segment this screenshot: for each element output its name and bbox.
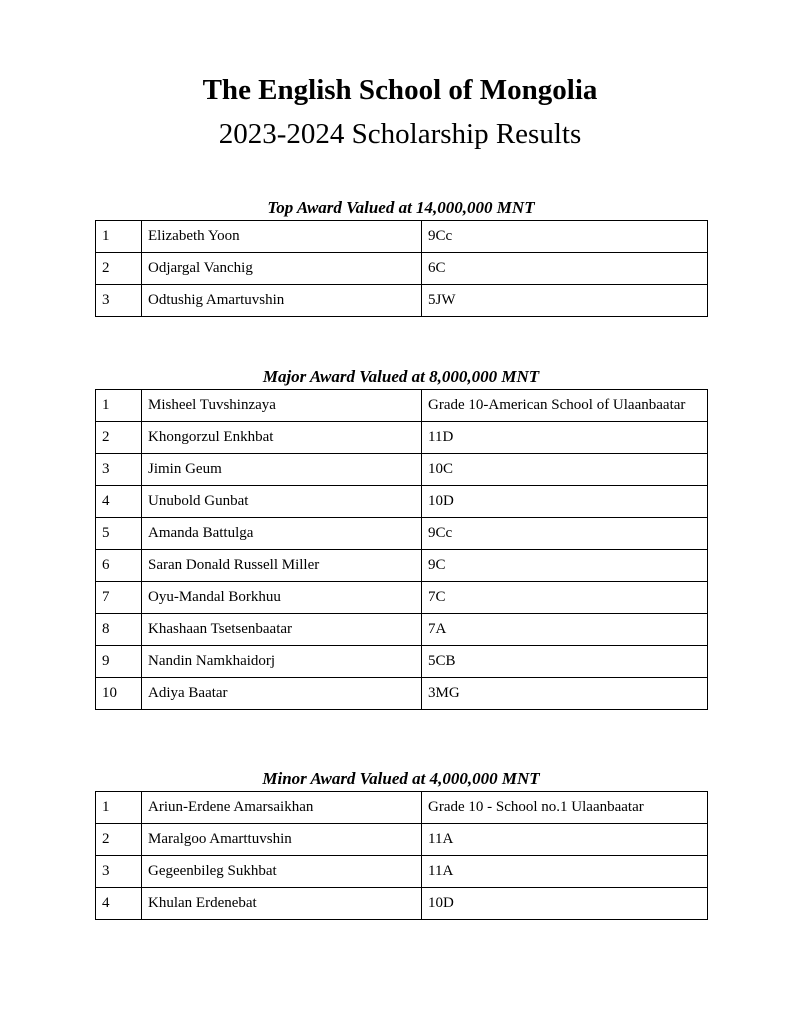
name-cell: Oyu-Mandal Borkhuu	[142, 582, 422, 614]
name-cell: Unubold Gunbat	[142, 486, 422, 518]
page-title: The English School of Mongolia	[202, 74, 598, 106]
class-cell: 11A	[422, 856, 708, 888]
class-cell: 6C	[422, 253, 708, 285]
name-cell: Jimin Geum	[142, 454, 422, 486]
table-row	[96, 678, 708, 710]
rank-cell: 4	[96, 486, 142, 518]
name-cell: Odtushig Amartuvshin	[142, 285, 422, 317]
name-cell: Elizabeth Yoon	[142, 221, 422, 253]
class-cell: 5JW	[422, 285, 708, 317]
minor-award-table	[95, 791, 708, 920]
rank-cell: 3	[96, 454, 142, 486]
table-row	[96, 856, 708, 888]
rank-cell: 3	[96, 285, 142, 317]
table-row	[96, 486, 708, 518]
section-heading: Top Award Valued at 14,000,000 MNT	[267, 198, 535, 217]
rank-cell: 10	[96, 678, 142, 710]
table-row	[96, 888, 708, 920]
class-cell: Grade 10-American School of Ulaanbaatar	[422, 390, 708, 422]
class-cell: 9Cc	[422, 518, 708, 550]
table-row	[96, 390, 708, 422]
name-cell: Odjargal Vanchig	[142, 253, 422, 285]
top-award-table	[95, 220, 708, 317]
page-subtitle: 2023-2024 Scholarship Results	[218, 118, 582, 150]
section-heading: Minor Award Valued at 4,000,000 MNT	[262, 769, 540, 788]
table-row	[96, 518, 708, 550]
name-cell: Ariun-Erdene Amarsaikhan	[142, 792, 422, 824]
class-cell: 10D	[422, 486, 708, 518]
rank-cell: 2	[96, 824, 142, 856]
table-row	[96, 792, 708, 824]
name-cell: Maralgoo Amarttuvshin	[142, 824, 422, 856]
rank-cell: 4	[96, 888, 142, 920]
table-row	[96, 550, 708, 582]
table-row	[96, 454, 708, 486]
minor-award-section	[95, 769, 707, 920]
rank-cell: 2	[96, 422, 142, 454]
rank-cell: 5	[96, 518, 142, 550]
rank-cell: 7	[96, 582, 142, 614]
name-cell: Saran Donald Russell Miller	[142, 550, 422, 582]
name-cell: Khulan Erdenebat	[142, 888, 422, 920]
class-cell: 11A	[422, 824, 708, 856]
rank-cell: 3	[96, 856, 142, 888]
table-row	[96, 221, 708, 253]
table-row	[96, 614, 708, 646]
class-cell: 10D	[422, 888, 708, 920]
name-cell: Khashaan Tsetsenbaatar	[142, 614, 422, 646]
class-cell: 7C	[422, 582, 708, 614]
table-row	[96, 422, 708, 454]
major-award-section	[95, 367, 707, 710]
class-cell: Grade 10 - School no.1 Ulaanbaatar	[422, 792, 708, 824]
table-row	[96, 582, 708, 614]
class-cell: 10C	[422, 454, 708, 486]
rank-cell: 8	[96, 614, 142, 646]
table-row	[96, 253, 708, 285]
name-cell: Gegeenbileg Sukhbat	[142, 856, 422, 888]
class-cell: 7A	[422, 614, 708, 646]
section-heading: Major Award Valued at 8,000,000 MNT	[262, 367, 540, 386]
rank-cell: 6	[96, 550, 142, 582]
class-cell: 3MG	[422, 678, 708, 710]
rank-cell: 9	[96, 646, 142, 678]
rank-cell: 1	[96, 221, 142, 253]
class-cell: 11D	[422, 422, 708, 454]
name-cell: Khongorzul Enkhbat	[142, 422, 422, 454]
name-cell: Misheel Tuvshinzaya	[142, 390, 422, 422]
name-cell: Amanda Battulga	[142, 518, 422, 550]
major-award-table	[95, 389, 708, 710]
rank-cell: 1	[96, 390, 142, 422]
table-row	[96, 824, 708, 856]
rank-cell: 1	[96, 792, 142, 824]
table-row	[96, 646, 708, 678]
class-cell: 9Cc	[422, 221, 708, 253]
class-cell: 5CB	[422, 646, 708, 678]
class-cell: 9C	[422, 550, 708, 582]
rank-cell: 2	[96, 253, 142, 285]
table-row	[96, 285, 708, 317]
name-cell: Nandin Namkhaidorj	[142, 646, 422, 678]
top-award-section	[95, 198, 707, 317]
name-cell: Adiya Baatar	[142, 678, 422, 710]
